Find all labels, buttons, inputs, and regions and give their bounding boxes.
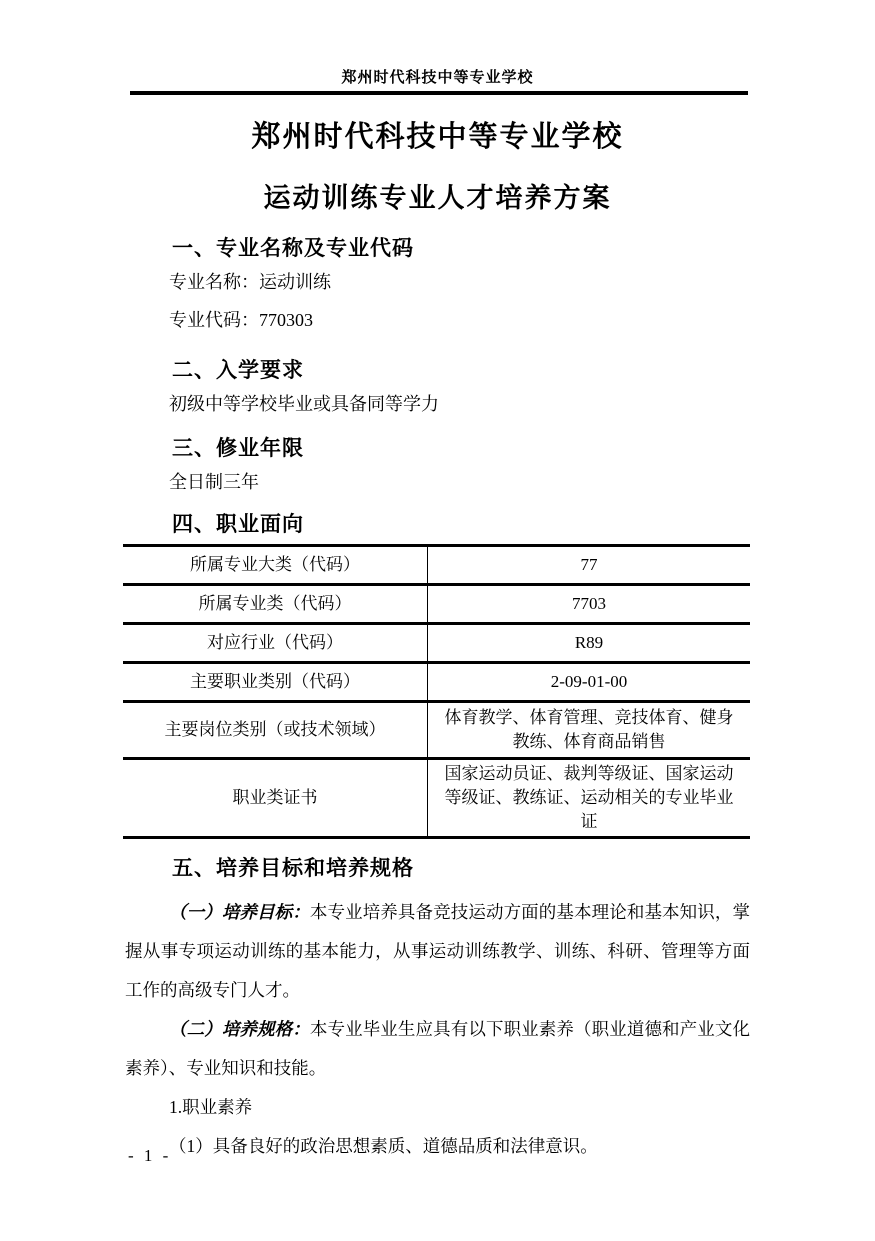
table-row <box>123 663 750 702</box>
study-duration-line: 全日制三年 <box>169 472 259 492</box>
page-header-text: 郑州时代科技中等专业学校 <box>341 69 534 86</box>
row-value: 77 <box>428 546 751 585</box>
career-orientation-table <box>123 544 750 839</box>
row-value: 国家运动员证、裁判等级证、国家运动等级证、教练证、运动相关的专业毕业证 <box>428 759 751 838</box>
training-objective-text: 本专业培养具备竞技运动方面的基本理论和基本知识，掌握从事专项运动训练的基本能力，从事运动训练教学、训练、科研、管理等方面工作的高级专门人才。 <box>125 902 750 1000</box>
training-specification-lead: （二）培养规格： <box>169 1019 310 1039</box>
row-label: 主要职业类别（代码） <box>123 663 428 702</box>
row-label: 主要岗位类别（或技术领域） <box>123 702 428 759</box>
document-title: 郑州时代科技中等专业学校 <box>251 121 624 153</box>
row-value: 体育教学、体育管理、竞技体育、健身教练、体育商品销售 <box>428 702 751 759</box>
row-label: 所属专业大类（代码） <box>123 546 428 585</box>
list-item-professional-quality: 1.职业素养 <box>169 1097 253 1117</box>
header-rule <box>130 91 748 95</box>
row-value: 2-09-01-00 <box>428 663 751 702</box>
entry-requirement-line: 初级中等学校毕业或具备同等学力 <box>169 394 439 414</box>
training-specification-text: 本专业毕业生应具有以下职业素养（职业道德和产业文化素养）、专业知识和技能。 <box>125 1019 750 1078</box>
training-objective-lead: （一）培养目标： <box>169 902 310 922</box>
content-area <box>0 68 875 1166</box>
table-row <box>123 759 750 838</box>
section-heading-2: 二、入学要求 <box>172 359 304 382</box>
row-value: 7703 <box>428 585 751 624</box>
major-code-line: 专业代码：770303 <box>169 310 313 330</box>
table-row <box>123 585 750 624</box>
paragraph-training-specification <box>125 1010 750 1088</box>
section-heading-5: 五、培养目标和培养规格 <box>172 857 414 880</box>
document-subtitle: 运动训练专业人才培养方案 <box>263 183 612 213</box>
row-label: 对应行业（代码） <box>123 624 428 663</box>
major-name-line: 专业名称：运动训练 <box>169 272 331 292</box>
list-item-political-quality: （1）具备良好的政治思想素质、道德品质和法律意识。 <box>169 1136 598 1156</box>
section-heading-4: 四、职业面向 <box>172 513 304 536</box>
table-row <box>123 546 750 585</box>
table-row <box>123 702 750 759</box>
table-row <box>123 624 750 663</box>
section-heading-3: 三、修业年限 <box>172 437 304 460</box>
page-number: - 1 - <box>128 1146 172 1165</box>
section-heading-1: 一、专业名称及专业代码 <box>172 237 414 260</box>
row-label: 所属专业类（代码） <box>123 585 428 624</box>
row-label: 职业类证书 <box>123 759 428 838</box>
row-value: R89 <box>428 624 751 663</box>
paragraph-training-objective <box>125 893 750 1010</box>
